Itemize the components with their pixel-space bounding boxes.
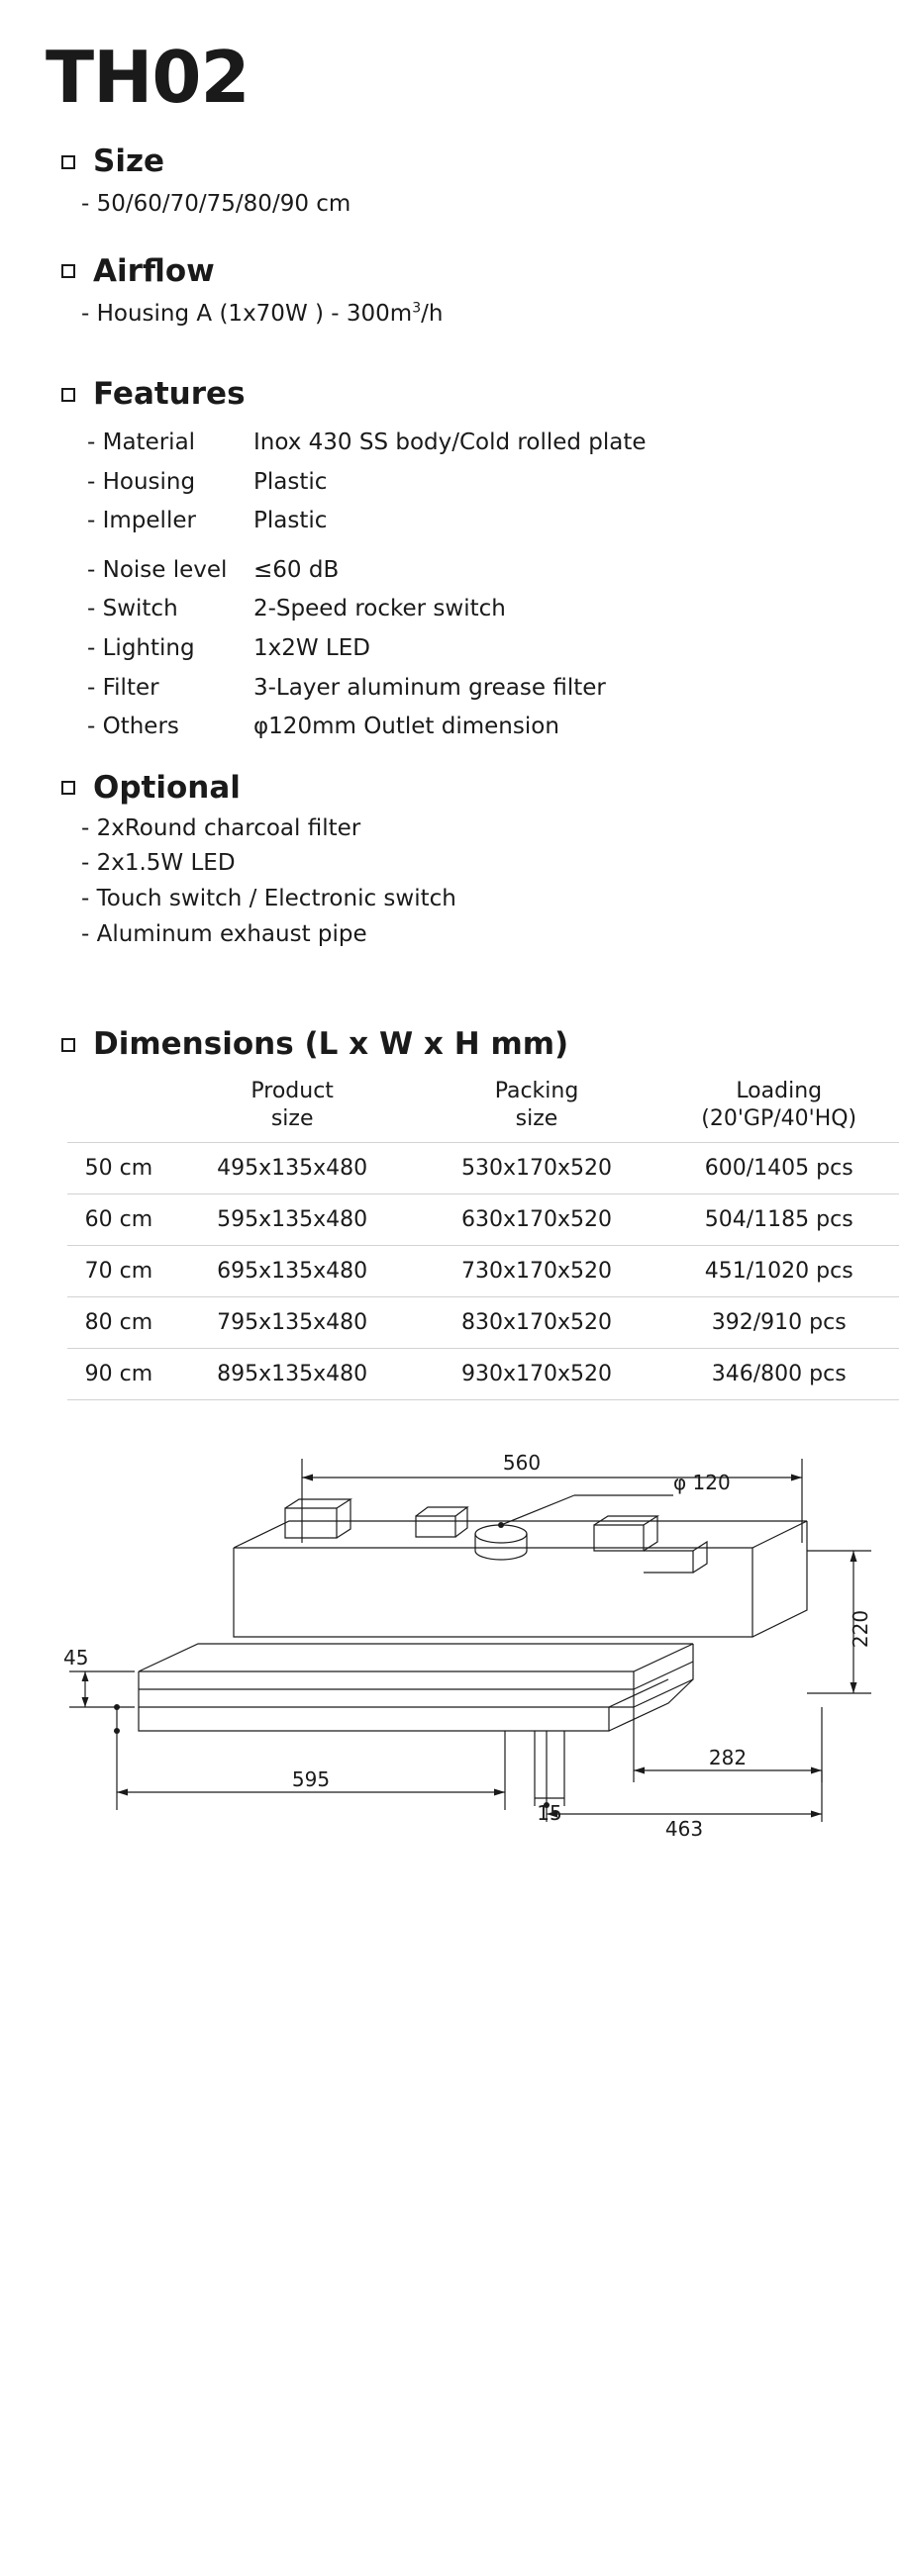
list-item: - 50/60/70/75/80/90 cm <box>81 191 351 217</box>
bullet-square-icon <box>61 388 75 402</box>
cell-size: 70 cm <box>67 1246 170 1297</box>
dimensions-table <box>67 1076 899 1400</box>
detail-panel-right-side <box>693 1542 707 1573</box>
arrow-head <box>117 1789 128 1796</box>
arrow-head <box>82 1671 89 1681</box>
dim-dot <box>114 1728 120 1734</box>
arrow-head <box>851 1682 857 1693</box>
outlet-cylinder-bottom <box>475 1551 527 1560</box>
cell-size: 50 cm <box>67 1143 170 1194</box>
detail-box-left-top <box>285 1499 351 1508</box>
table-body <box>67 1143 899 1400</box>
plinth-edge <box>609 1679 668 1707</box>
cell-product-size: 595x135x480 <box>170 1194 415 1246</box>
column-header-blank <box>67 1076 170 1143</box>
hood-top-plate <box>234 1521 807 1548</box>
list-item: - 2xRound charcoal filter <box>81 814 361 841</box>
arrow-head <box>811 1767 822 1774</box>
feature-row <box>87 424 862 463</box>
arrow-head <box>634 1767 645 1774</box>
leader-dot <box>498 1522 504 1528</box>
cell-loading: 504/1185 pcs <box>658 1194 899 1246</box>
arrow-head <box>82 1697 89 1707</box>
column-header-line2: size <box>270 1105 314 1131</box>
hood-front-face <box>234 1548 752 1637</box>
detail-box-center-top <box>416 1507 467 1516</box>
technical-drawing <box>40 1434 872 1850</box>
airflow-text-prefix: - Housing A (1x70W ) - 300m <box>81 300 413 327</box>
table-header-row <box>67 1076 899 1143</box>
arrow-head <box>494 1789 505 1796</box>
feature-label: - Housing <box>87 468 196 495</box>
feature-row <box>87 590 862 629</box>
hood-side-face <box>752 1521 807 1637</box>
cell-size: 80 cm <box>67 1297 170 1349</box>
features-table <box>87 424 862 746</box>
section-size <box>40 143 862 223</box>
spacer <box>87 541 862 551</box>
detail-box-right <box>594 1525 644 1551</box>
feature-row <box>87 463 862 503</box>
bullet-square-icon <box>61 1038 75 1052</box>
cell-packing-size: 530x170x520 <box>415 1143 659 1194</box>
detail-box-center <box>416 1516 455 1537</box>
bullet-square-icon <box>61 781 75 795</box>
page-title: TH02 <box>46 36 250 119</box>
cell-loading: 451/1020 pcs <box>658 1246 899 1297</box>
arrow-head <box>302 1475 313 1481</box>
arrow-head <box>791 1475 802 1481</box>
section-features-title: Features <box>93 376 246 413</box>
feature-value: φ120mm Outlet dimension <box>253 714 559 740</box>
section-size-header <box>61 143 862 179</box>
feature-label: - Filter <box>87 674 159 701</box>
dim-label-top-width: 560 <box>502 1451 542 1476</box>
feature-label: - Noise level <box>87 556 228 583</box>
list-item: - Touch switch / Electronic switch <box>81 885 456 911</box>
column-header-product-size <box>170 1076 415 1143</box>
cell-packing-size: 930x170x520 <box>415 1349 659 1400</box>
dim-label-outlet: φ 120 <box>673 1471 731 1495</box>
airflow-exponent: 3 <box>412 299 422 316</box>
column-header-line2: (20'GP/40'HQ) <box>701 1105 857 1131</box>
section-size-title: Size <box>93 143 165 179</box>
section-features <box>40 376 862 746</box>
section-dimensions-header <box>61 1026 862 1063</box>
detail-box-left-side <box>337 1499 351 1538</box>
section-airflow-list <box>81 297 862 333</box>
feature-label: - Impeller <box>87 508 196 534</box>
cell-size: 60 cm <box>67 1194 170 1246</box>
detail-box-left <box>285 1508 337 1538</box>
column-header-line1: Product <box>251 1079 334 1104</box>
detail-panel-right <box>644 1551 693 1573</box>
list-item <box>81 297 862 333</box>
cell-loading: 392/910 pcs <box>658 1297 899 1349</box>
cell-loading: 346/800 pcs <box>658 1349 899 1400</box>
section-features-header <box>61 376 862 413</box>
cell-product-size: 495x135x480 <box>170 1143 415 1194</box>
section-size-list <box>81 187 862 223</box>
table-row <box>67 1349 899 1400</box>
column-header-line2: size <box>515 1105 558 1131</box>
section-dimensions <box>40 1026 862 1400</box>
feature-row <box>87 669 862 709</box>
feature-value: 2-Speed rocker switch <box>253 596 506 622</box>
feature-label: - Switch <box>87 596 178 622</box>
bullet-square-icon <box>61 264 75 278</box>
dim-label-depth-bottom: 463 <box>664 1817 704 1842</box>
arrow-head <box>851 1551 857 1562</box>
feature-label: - Lighting <box>87 635 195 662</box>
cell-loading: 600/1405 pcs <box>658 1143 899 1194</box>
cell-product-size: 695x135x480 <box>170 1246 415 1297</box>
section-optional-list <box>81 811 862 953</box>
dim-label-depth-small: 15 <box>537 1801 562 1826</box>
feature-row <box>87 551 862 591</box>
section-dimensions-title: Dimensions (L x W x H mm) <box>93 1026 569 1063</box>
section-optional-title: Optional <box>93 769 241 806</box>
dim-label-bottom-width: 595 <box>291 1767 331 1792</box>
dim-dot <box>114 1704 120 1710</box>
drawer-top <box>139 1644 693 1671</box>
column-header-loading <box>658 1076 899 1143</box>
arrow-head <box>811 1811 822 1818</box>
column-header-packing-size <box>415 1076 659 1143</box>
list-item: - Aluminum exhaust pipe <box>81 920 367 947</box>
cell-product-size: 895x135x480 <box>170 1349 415 1400</box>
feature-label: - Others <box>87 714 179 740</box>
section-optional <box>40 769 862 953</box>
column-header-line1: Packing <box>494 1079 579 1104</box>
drawer-seam-side <box>634 1662 693 1689</box>
feature-value: Inox 430 SS body/Cold rolled plate <box>253 429 647 456</box>
plinth-front <box>139 1707 609 1731</box>
dim-label-height-left: 45 <box>63 1646 89 1670</box>
feature-value: 3-Layer aluminum grease filter <box>253 674 606 701</box>
section-airflow <box>40 252 862 333</box>
feature-label: - Material <box>87 429 196 456</box>
dim-label-depth-mid: 282 <box>708 1746 748 1770</box>
cell-packing-size: 730x170x520 <box>415 1246 659 1297</box>
list-item: - 2x1.5W LED <box>81 850 236 877</box>
feature-row <box>87 708 862 747</box>
feature-value: Plastic <box>253 508 328 534</box>
feature-value: ≤60 dB <box>253 556 340 583</box>
airflow-text-suffix: /h <box>421 300 444 327</box>
table-header <box>67 1076 899 1143</box>
feature-row <box>87 502 862 541</box>
cell-packing-size: 830x170x520 <box>415 1297 659 1349</box>
feature-value: 1x2W LED <box>253 635 370 662</box>
section-airflow-header <box>61 252 862 289</box>
table-row <box>67 1297 899 1349</box>
column-header-line1: Loading <box>736 1079 823 1104</box>
table-row <box>67 1143 899 1194</box>
table-row <box>67 1246 899 1297</box>
cell-product-size: 795x135x480 <box>170 1297 415 1349</box>
technical-drawing-svg <box>40 1434 902 1850</box>
feature-row <box>87 629 862 669</box>
table-row <box>67 1194 899 1246</box>
cell-packing-size: 630x170x520 <box>415 1194 659 1246</box>
section-optional-header <box>61 769 862 806</box>
feature-value: Plastic <box>253 468 328 495</box>
cell-size: 90 cm <box>67 1349 170 1400</box>
section-airflow-title: Airflow <box>93 252 215 289</box>
dim-label-height-right: 220 <box>849 1610 872 1649</box>
bullet-square-icon <box>61 155 75 169</box>
